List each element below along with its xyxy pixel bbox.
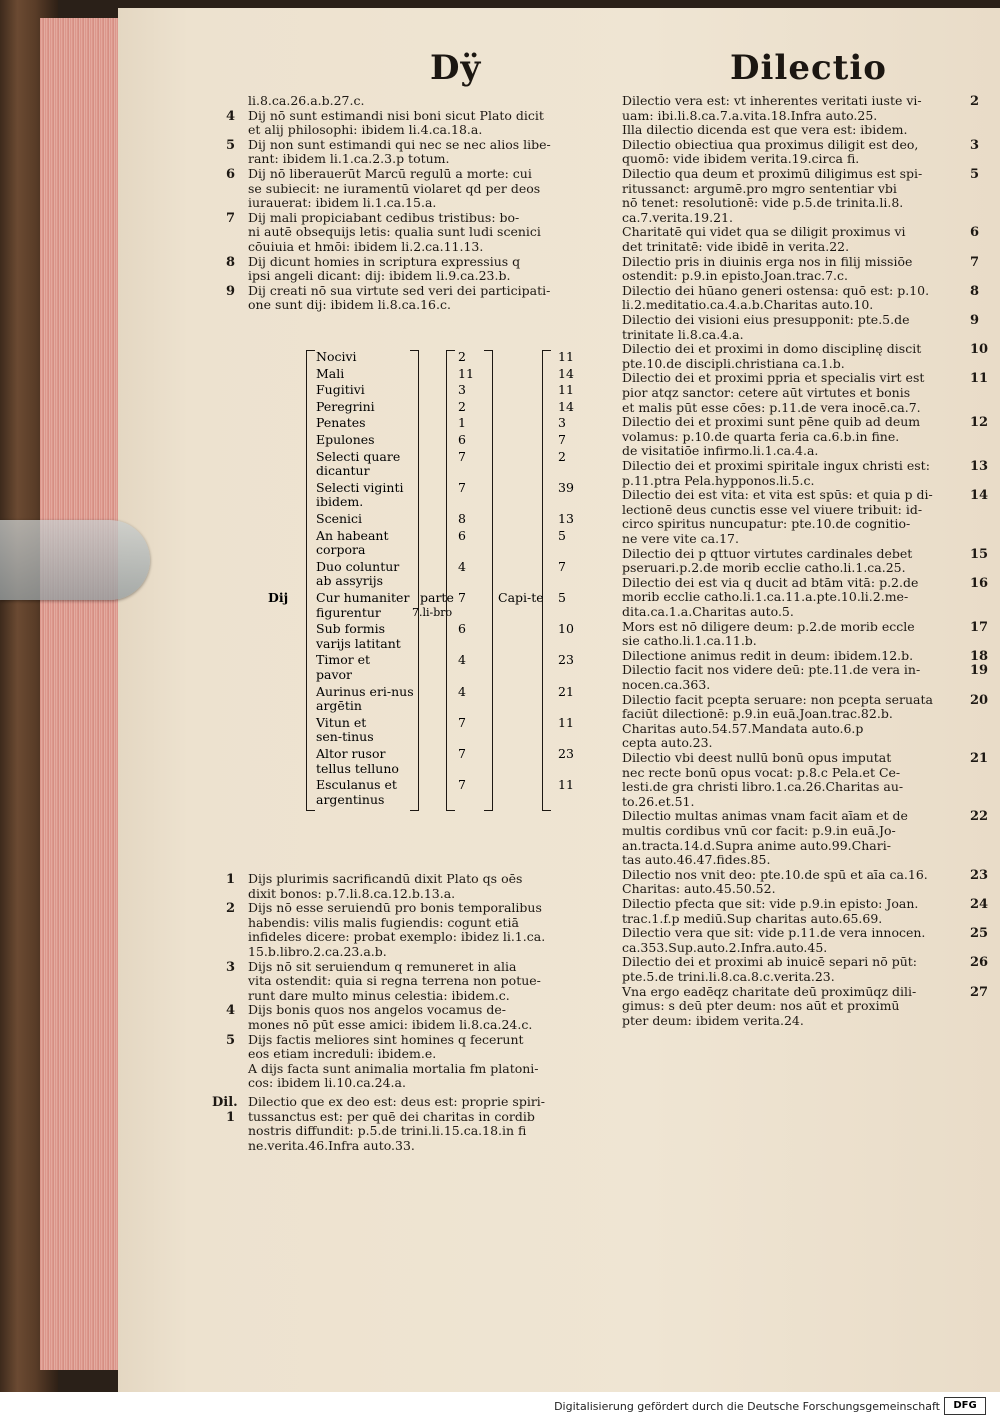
table-capite: 7 [558, 432, 566, 447]
book-page [118, 8, 1000, 1392]
page-clip [0, 520, 150, 600]
table-row-name: Cur humaniter [316, 590, 410, 605]
entry-line: Dijs plurimis sacrificandū dixit Plato qs oēs [248, 871, 523, 886]
table-row-name: An habeant [316, 527, 389, 543]
entry-line: Dilectio vera que sit: vide p.11.de vera innocen. [622, 925, 926, 941]
table-parte: 4 [458, 652, 466, 668]
entry-number: 2 [226, 901, 236, 917]
table-side-label: Dij [268, 590, 289, 605]
entry-line: eos etiam increduli: ibidem.e. [248, 1046, 437, 1062]
table-row-name: Sub formis [316, 621, 385, 637]
entry-line: rant: ibidem li.1.ca.2.3.p totum. [248, 151, 450, 167]
entry-number: 22 [970, 809, 989, 825]
table-capite: 5 [558, 590, 566, 605]
entry-line: det trinitatē: vide ibidē in verita.22. [622, 239, 850, 254]
table-parte: 3 [458, 382, 466, 398]
entry-line: Dilectio dei est vita: et vita est spūs: et quia p di- [622, 487, 933, 503]
entry-line: ni autē obsequijs letis: qualia sunt ludi scenici [248, 224, 541, 240]
entry-line: nō tenet: resolutionē: vide p.5.de trinita.li.8. [622, 195, 904, 211]
entry-line: an.tracta.14.d.Supra anime auto.99.Chari- [622, 837, 891, 853]
entry-line: multis cordibus vnū cor facit: p.9.in euā.Jo- [622, 823, 896, 838]
entry-line: Dij nō sunt estimandi nisi boni sicut Plato dicit [248, 107, 544, 123]
entry-number: 10 [970, 342, 989, 358]
table-capite: 11 [558, 714, 574, 730]
entry-line: pte.5.de trini.li.8.ca.8.c.verita.23. [622, 969, 835, 984]
entry-line: Dijs factis meliores sint homines q fecerunt [248, 1031, 524, 1047]
entry-number: 6 [226, 167, 236, 182]
entry-number: 1 [226, 872, 236, 887]
entry-line: circo spiritus nuncupatur: pte.10.de cognitio- [622, 516, 911, 532]
entry-line: habendis: vilis malis fugiendis: cogunt etiā [248, 914, 519, 930]
table-row-name: Epulones [316, 432, 375, 447]
table-parte: 6 [458, 527, 466, 543]
entry-line: Dilectio dei p qttuor virtutes cardinales debet [622, 545, 913, 561]
entry-line: et malis pūt esse cōes: p.11.de vera inocē.ca.7. [622, 399, 921, 415]
entry-number: 6 [970, 225, 980, 241]
entry-line: Dilectio dei et proximi ab inuicē separi nō pūt: [622, 954, 918, 970]
entry-line: li.2.meditatio.ca.4.a.b.Charitas auto.10. [622, 297, 874, 313]
table-parte: 7 [458, 777, 466, 793]
table-capite-label: Capi-te [498, 590, 544, 605]
dij-table [268, 349, 598, 870]
footer-bar [0, 1392, 1000, 1420]
entry-number: 4 [226, 108, 236, 124]
entry-number: 24 [970, 897, 989, 912]
table-parte: 6 [458, 621, 466, 637]
table-capite: 3 [558, 415, 566, 431]
table-capite: 11 [558, 349, 574, 364]
entry-number: 17 [970, 619, 989, 635]
entry-line: cōuiuia et hmōi: ibidem li.2.ca.11.13. [248, 239, 484, 254]
table-row-name: sen-tinus [316, 729, 374, 745]
table-capite: 11 [558, 382, 574, 398]
entry-line: Dilectio dei hūano generi ostensa: quō est: p.10. [622, 282, 930, 298]
heading-left: Dÿ [430, 48, 482, 88]
entry-line: dita.ca.1.a.Charitas auto.5. [622, 604, 794, 619]
entry-line: Dilectio vera est: vt inherentes veritati iuste vi- [622, 93, 922, 108]
entry-number: 18 [970, 648, 989, 664]
entry-line: ostendit: p.9.in episto.Joan.trac.7.c. [622, 268, 848, 284]
entry-line: pte.10.de discipli.christiana ca.1.b. [622, 355, 845, 371]
entry-line: Dilectio dei et proximi ppria et specialis virt est [622, 370, 925, 386]
table-parte: 7 [458, 746, 466, 761]
entry-line: Dijs nō esse seruiendū pro bonis temporalibus [248, 900, 542, 916]
table-parte: 4 [458, 683, 466, 699]
table-row-name: tellus telluno [316, 760, 399, 776]
footer-credit: Digitalisierung gefördert durch die Deutsche Forschungsgemeinschaft [554, 1400, 940, 1413]
table-capite: 21 [558, 683, 574, 699]
entry-line: ca.353.Sup.auto.2.Infra.auto.45. [622, 939, 828, 955]
entry-number: 5 [970, 167, 980, 182]
table-row-name: Aurinus eri-nus [316, 683, 414, 699]
entry-line: sie catho.li.1.ca.11.b. [622, 633, 757, 649]
entry-line: Charitas auto.54.57.Mandata auto.6.p [622, 720, 864, 736]
table-row-name: argentinus [316, 791, 385, 807]
entry-line: Dij nō liberauerūt Marcū regulū a morte: cui [248, 166, 532, 181]
entry-line: Dij mali propiciabant cedibus tristibus: bo- [248, 209, 520, 225]
entry-number: 12 [970, 415, 989, 431]
table-row-name: Penates [316, 415, 366, 431]
entry-line: ritussanct: argumē.pro mgro sententiar vbi [622, 180, 897, 196]
entry-line: one sunt dij: ibidem li.8.ca.16.c. [248, 297, 451, 313]
table-row-name: Nocivi [316, 349, 357, 364]
table-capite: 10 [558, 621, 574, 637]
entry-line: Dilectio obiectiua qua proximus diligit est deo, [622, 136, 919, 152]
entry-number: 26 [970, 955, 989, 971]
entry-number: 11 [970, 371, 989, 387]
table-row-name: ab assyrijs [316, 573, 384, 589]
table-capite: 13 [558, 511, 574, 526]
entry-line: Dilectio qua deum et proximū diligimus est spi- [622, 166, 923, 181]
table-row-name: Fugitivi [316, 382, 365, 398]
entry-line: Dilectio pris in diuinis erga nos in filij missiōe [622, 253, 913, 269]
entry-line: Dilectio dei et proximi spiritale ingux christi est: [622, 458, 930, 473]
entry-line: Dilectio vbi deest nullū bonū opus imputat [622, 750, 892, 765]
entry-line: nec recte bonū opus vocat: p.8.c Pela.et Ce- [622, 764, 901, 780]
table-capite: 14 [558, 365, 574, 381]
entry-line: pseruari.p.2.de morib ecclie catho.li.1.ca.25. [622, 560, 906, 576]
entry-number: 15 [970, 546, 989, 562]
entry-number: 7 [226, 210, 236, 226]
table-parte: 2 [458, 349, 466, 364]
entry-line: Dilectio nos vnit deo: pte.10.de spū et aīa ca.16. [622, 866, 928, 882]
table-parte: 8 [458, 511, 466, 526]
entry-line: Dilectio dei visioni eius presupponit: pte.5.de [622, 312, 910, 327]
entry-line: Dij creati nō sua virtute sed veri dei participati- [248, 282, 551, 298]
table-capite: 39 [558, 479, 574, 495]
entry-line: ipsi angeli dicant: dij: ibidem li.9.ca.23.b. [248, 268, 511, 284]
entry-number: 9 [970, 313, 980, 328]
entry-line: Charitas: auto.45.50.52. [622, 881, 776, 897]
entry-line: de visitatiōe infirmo.li.1.ca.4.a. [622, 443, 819, 459]
entry-line: Dilectio multas animas vnam facit aīam et de [622, 808, 908, 824]
dfg-logo: DFG [944, 1397, 986, 1415]
table-left-bracket [306, 350, 315, 811]
entry-line: dixit bonos: p.7.li.8.ca.12.b.13.a. [248, 885, 456, 901]
entry-line: p.11.ptra Pela.hypponos.li.5.c. [622, 472, 815, 488]
entry-line: gimus: s deū pter deum: nos aūt et proximū [622, 998, 900, 1014]
entry-line: Dilectio dei et proximi sunt pēne quib ad deum [622, 414, 921, 430]
entry-line: faciūt dilectionē: p.9.in euā.Joan.trac.82.b. [622, 706, 893, 722]
table-parte: 7 [458, 590, 466, 605]
table-capite: 23 [558, 652, 574, 668]
entry-line: uam: ibi.li.8.ca.7.a.vita.18.Infra auto.25. [622, 107, 878, 123]
entry-number: 14 [970, 488, 989, 504]
entry-line: ne.verita.46.Infra auto.33. [248, 1137, 415, 1153]
table-capite: 14 [558, 398, 574, 414]
table-row-name: Mali [316, 365, 345, 381]
entry-line: trac.1.f.p mediū.Sup charitas auto.65.69. [622, 910, 883, 926]
entry-line: pter deum: ibidem verita.24. [622, 1012, 804, 1028]
table-row-name: Scenici [316, 511, 363, 526]
table-row-name: Vitun et [316, 714, 367, 730]
table-row-name: ibidem. [316, 494, 364, 510]
table-parte: 1 [458, 415, 466, 431]
entry-line: A dijs facta sunt animalia mortalia fm platoni- [248, 1060, 539, 1076]
entry-number: 9 [226, 283, 236, 299]
entry-line: cos: ibidem li.10.ca.24.a. [248, 1075, 406, 1091]
table-row-name: corpora [316, 542, 366, 558]
entry-line: morib ecclie catho.li.1.ca.11.a.pte.10.li.2.me- [622, 589, 909, 605]
entry-number: 5 [226, 137, 236, 153]
entry-number: 20 [970, 692, 989, 708]
table-bracket-3 [484, 350, 493, 811]
table-parte: 7 [458, 714, 466, 730]
entry-line: runt dare multo minus celestia: ibidem.c. [248, 987, 510, 1003]
entry-number: 2 [970, 94, 980, 109]
table-row-name: varijs latitant [316, 635, 401, 651]
entry-line: Dij dicunt homies in scriptura expressius q [248, 253, 521, 269]
table-libro-label: 7.li-bro [412, 605, 453, 619]
entry-number: 27 [970, 984, 989, 1000]
entry-number: 8 [970, 283, 980, 299]
entry-number: 23 [970, 867, 989, 883]
entry-line: infideles dicere: probat exemplo: ibidez li.1.ca. [248, 929, 546, 945]
entry-line: tas auto.46.47.fides.85. [622, 852, 771, 868]
table-row-name: Selecti quare [316, 448, 401, 464]
entry-line: li.8.ca.26.a.b.27.c. [248, 93, 365, 108]
entry-line: Mors est nō diligere deum: p.2.de morib eccle [622, 618, 915, 634]
entry-line: Vna ergo eadēqz charitate deū proximūqz dili- [622, 983, 917, 999]
table-parte: 4 [458, 558, 466, 574]
dil-label: Dil. [212, 1095, 238, 1110]
table-capite: 2 [558, 448, 566, 464]
entry-line: iurauerat: ibidem li.1.ca.15.a. [248, 195, 437, 211]
entry-line: quomō: vide ibidem verita.19.circa fi. [622, 151, 860, 167]
entry-number: 8 [226, 254, 236, 270]
table-parte: 6 [458, 432, 466, 447]
entry-number: 3 [226, 959, 236, 975]
table-parte: 11 [458, 365, 474, 381]
table-row-name: Duo coluntur [316, 558, 400, 574]
entry-line: Dilectio facit nos videre deū: pte.11.de vera in- [622, 662, 921, 678]
entry-line: Dilectione animus redit in deum: ibidem.12.b. [622, 647, 914, 663]
table-capite: 7 [558, 558, 566, 574]
entry-line: trinitate li.8.ca.4.a. [622, 326, 744, 342]
entry-number: 5 [226, 1032, 236, 1048]
table-row-name: Selecti viginti [316, 479, 404, 495]
entry-number: 13 [970, 459, 989, 474]
entry-line: Dilectio dei et proximi in domo disciplinę discit [622, 341, 922, 357]
entry-line: cepta auto.23. [622, 735, 713, 751]
entry-line: nostris diffundit: p.5.de trini.li.15.ca.18.in fi [248, 1123, 527, 1139]
entry-line: lesti.de gra christi libro.1.ca.26.Charitas au- [622, 779, 904, 795]
entry-line: to.26.et.51. [622, 793, 695, 809]
entry-line: et alij philosophi: ibidem li.4.ca.18.a. [248, 122, 483, 138]
entry-line: Illa dilectio dicenda est que vera est: ibidem. [622, 122, 908, 138]
entry-line: Charitatē qui videt qua se diligit proximus vi [622, 224, 906, 240]
entry-line: vita ostendit: quia si regna terrena non potue- [248, 973, 541, 989]
entry-line: pior atqz sanctor: cetere aūt virtutes et bonis [622, 385, 911, 400]
entry-line: se subiecit: ne iuramentū violaret qd per deos [248, 180, 541, 196]
table-parte: 7 [458, 479, 466, 495]
entry-line: lectionē deus cunctis esse vel viuere tribuit: id- [622, 501, 923, 517]
entry-number: 1 [226, 1109, 236, 1125]
table-bracket-2 [446, 350, 455, 811]
table-row-name: Altor rusor [316, 746, 386, 761]
entry-line: volamus: p.10.de quarta feria ca.6.b.in fine. [622, 428, 900, 444]
entry-line: Dilectio pfecta que sit: vide p.9.in episto: Joan. [622, 896, 919, 911]
table-row-name: figurentur [316, 604, 381, 620]
entry-line: nocen.ca.363. [622, 677, 711, 692]
entry-line: tussanctus est: per quē dei charitas in cordib [248, 1108, 535, 1124]
table-row-name: Peregrini [316, 398, 375, 414]
entry-number: 25 [970, 926, 989, 942]
entry-number: 19 [970, 663, 989, 679]
entry-number: 3 [970, 137, 980, 153]
entry-line: Dijs nō sit seruiendum q remuneret in alia [248, 958, 517, 974]
table-capite: 5 [558, 527, 566, 543]
table-bracket-4 [542, 350, 551, 811]
entry-line: Dilectio que ex deo est: deus est: proprie spiri- [248, 1094, 546, 1109]
entry-number: 7 [970, 254, 980, 270]
entry-line: Dij non sunt estimandi qui nec se nec alios libe- [248, 136, 551, 152]
entry-line: mones nō pūt esse amici: ibidem li.8.ca.24.c. [248, 1017, 533, 1032]
entry-number: 16 [970, 575, 989, 591]
table-row-name: pavor [316, 667, 353, 682]
entry-line: Dijs bonis quos nos angelos vocamus de- [248, 1002, 506, 1018]
red-page-edges [40, 18, 120, 1370]
table-row-name: argētin [316, 698, 362, 714]
entry-line: Dilectio facit pcepta seruare: non pcepta seruata [622, 691, 933, 707]
table-capite: 11 [558, 777, 574, 793]
entry-number: 4 [226, 1003, 236, 1019]
entry-number: 21 [970, 751, 989, 766]
table-row-name: Timor et [316, 652, 371, 668]
entry-line: Dilectio dei est via q ducit ad btām vitā: p.2.de [622, 574, 919, 590]
table-row-name: dicantur [316, 463, 370, 479]
heading-right: Dilectio [730, 48, 887, 88]
table-mid-bracket [410, 350, 419, 811]
table-parte-label: parte [420, 590, 454, 605]
table-parte: 2 [458, 398, 466, 414]
entry-line: 15.b.libro.2.ca.23.a.b. [248, 944, 387, 959]
table-row-name: Esculanus et [316, 777, 397, 793]
entry-line: ca.7.verita.19.21. [622, 209, 733, 225]
entry-line: ne vere vite ca.17. [622, 531, 739, 546]
table-capite: 23 [558, 746, 574, 761]
table-parte: 7 [458, 448, 466, 464]
